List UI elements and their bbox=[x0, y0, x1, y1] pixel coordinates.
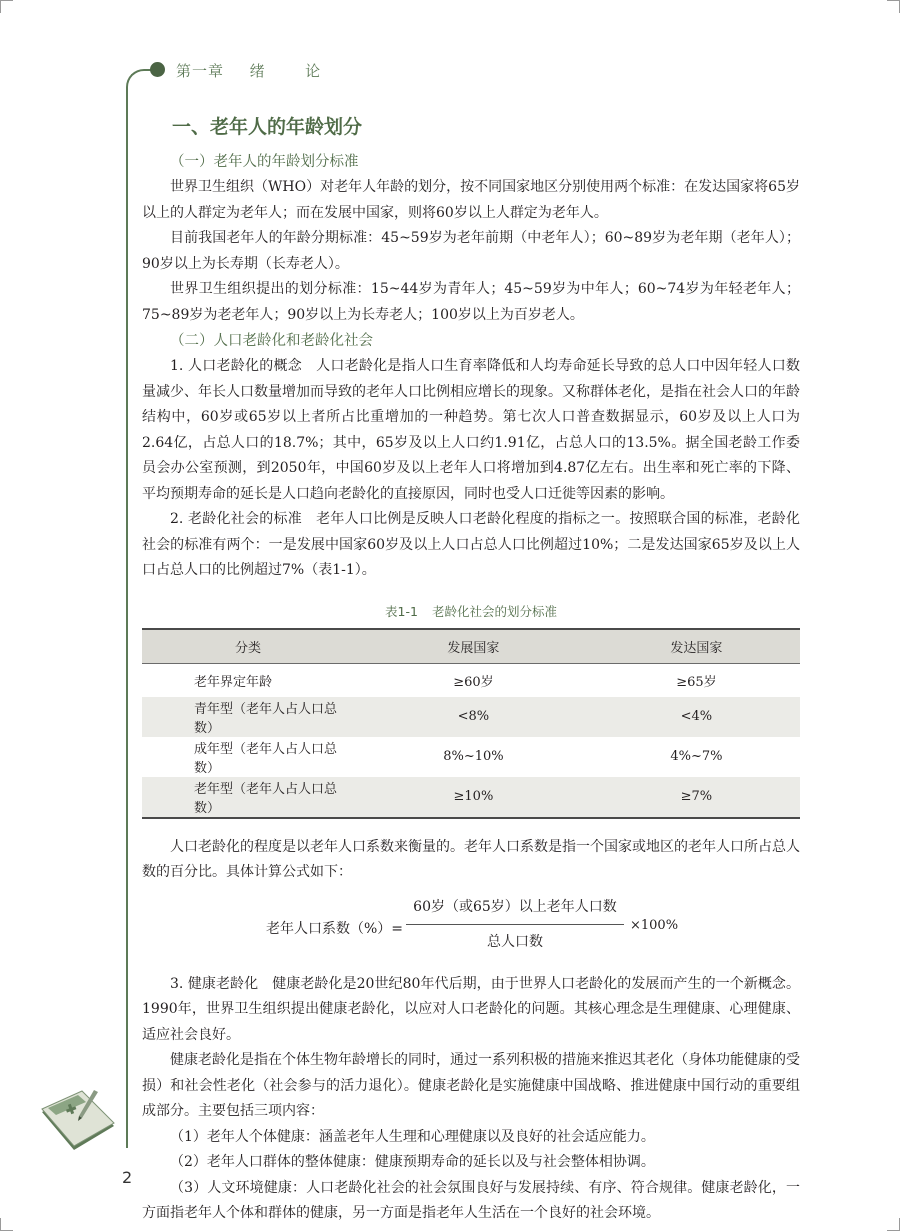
table-caption-number: 表1-1 bbox=[385, 603, 418, 619]
paragraph: 世界卫生组织（WHO）对老年人年龄的划分，按不同国家地区分别使用两个标准：在发达国家将65岁以上的人群定为老年人；而在发展中国家，则将60岁以上人群定为老年人。 bbox=[142, 179, 800, 221]
subsection-title-1: （一）老年人的年龄划分标准 bbox=[170, 154, 359, 170]
table-cell: ≥60岁 bbox=[453, 674, 494, 690]
paragraph: 世界卫生组织提出的划分标准：15~44岁为青年人；45~59岁为中年人；60~74岁为年轻老年人；75~89岁为老老年人；90岁以上为长寿老人；100岁以上为百岁老人。 bbox=[142, 281, 800, 323]
table-cell: ≥10% bbox=[453, 789, 494, 804]
table-header-row bbox=[142, 629, 800, 664]
crop-mark-top-left bbox=[0, 0, 13, 13]
table-cell: 8%~10% bbox=[443, 749, 504, 764]
paragraph: 健康老龄化是指在个体生物年龄增长的同时，通过一系列积极的措施来推迟其老化（身体功能健康的受损）和社会性老化（社会参与的活力退化）。健康老龄化是实施健康中国战略、推进健康中国行动的重要组成部分。主要包括三项内容： bbox=[142, 1052, 800, 1119]
table-cell: 老年界定年龄 bbox=[194, 674, 273, 690]
table-caption-title: 老龄化社会的划分标准 bbox=[431, 603, 557, 619]
column-header: 发达国家 bbox=[670, 640, 723, 656]
aging-coefficient-formula bbox=[142, 896, 800, 964]
table-row bbox=[142, 697, 800, 737]
crop-mark-top-right bbox=[887, 0, 900, 13]
subsection-title-2: （二）人口老龄化和老龄化社会 bbox=[170, 333, 373, 349]
chapter-label: 第一章 bbox=[176, 62, 225, 80]
column-header: 分类 bbox=[234, 640, 261, 656]
page-body bbox=[142, 112, 800, 1227]
table-cell: 4%~7% bbox=[670, 749, 723, 764]
formula-lhs: 老年人口系数（%）= bbox=[266, 920, 404, 937]
fraction-bar bbox=[406, 924, 624, 925]
table-cell: <8% bbox=[457, 709, 490, 724]
list-item: （2）老年人口群体的整体健康：健康预期寿命的延长以及与社会整体相协调。 bbox=[170, 1154, 655, 1170]
chapter-title-part1: 绪 bbox=[249, 62, 266, 80]
chapter-title-part2: 论 bbox=[305, 62, 322, 80]
table-cell: 成年型（老年人占人口总数） bbox=[194, 741, 338, 776]
table-row bbox=[142, 737, 800, 777]
aging-society-table bbox=[142, 628, 800, 819]
formula-numerator: 60岁（或65岁）以上老年人口数 bbox=[413, 898, 617, 915]
column-header: 发展国家 bbox=[447, 640, 500, 656]
table-row bbox=[142, 663, 800, 697]
paragraph: 1. 人口老龄化的概念 人口老龄化是指人口生育率降低和人均寿命延长导致的总人口中因年轻人口数量减少、年长人口数量增加而导致的老年人口比例相应增长的现象。又称群体老化，是指在社会人口的年龄结构中，60岁或65岁以上者所占比重增加的一种趋势。第七次人口普查数据显示，60岁及以上人口为2.64亿，占总人口的18.7%；其中，65岁及以上人口约1.91亿，占总人口的13.5%。据全国老龄工作委员会办公室预测，到2050年，中国60岁及以上老年人口将增加到4.87亿左右。出生率和死亡率的下降、平均预期寿命的延长是人口趋向老龄化的直接原因，同时也受人口迁徙等因素的影响。 bbox=[142, 358, 800, 502]
chapter-dot-icon bbox=[150, 62, 165, 77]
paragraph: 目前我国老年人的年龄分期标准：45~59岁为老年前期（中老年人）；60~89岁为老年期（老年人）；90岁以上为长寿期（长寿老人）。 bbox=[142, 230, 800, 272]
table-cell: ≥65岁 bbox=[676, 674, 717, 690]
list-item: （3）人文环境健康：人口老龄化社会的社会氛围良好与发展持续、有序、符合规律。健康老龄化，一方面指老年人个体和群体的健康，另一方面是指老年人生活在一个良好的社会环境。 bbox=[142, 1179, 800, 1221]
formula-denominator: 总人口数 bbox=[487, 933, 543, 950]
table-cell: 青年型（老年人占人口总数） bbox=[194, 701, 338, 736]
running-header bbox=[176, 60, 321, 81]
formula-fraction bbox=[406, 896, 624, 953]
section-title: 一、老年人的年龄划分 bbox=[172, 116, 363, 138]
table-row bbox=[142, 777, 800, 818]
table-caption bbox=[142, 602, 800, 620]
page-number: 2 bbox=[122, 1168, 133, 1187]
paragraph: 2. 老龄化社会的标准 老年人口比例是反映人口老龄化程度的指标之一。按照联合国的标准，老龄化社会的标准有两个：一是发展中国家60岁及以上人口占总人口比例超过10%；二是发达国家65岁及以上人口占总人口的比例超过7%（表1-1）。 bbox=[142, 511, 800, 578]
paragraph: 3. 健康老龄化 健康老龄化是20世纪80年代后期，由于世界人口老龄化的发展而产生的一个新概念。1990年，世界卫生组织提出健康老龄化，以应对人口老龄化的问题。其核心理念是生理健康、心理健康、适应社会良好。 bbox=[142, 975, 800, 1043]
clipboard-pencil-icon bbox=[38, 1088, 118, 1158]
list-item: （1）老年人个体健康：涵盖老年人生理和心理健康以及良好的社会适应能力。 bbox=[170, 1128, 655, 1145]
table-cell: 老年型（老年人占人口总数） bbox=[194, 781, 338, 816]
crop-mark-bottom-left bbox=[0, 1218, 13, 1231]
table-cell: ≥7% bbox=[680, 789, 713, 804]
crop-mark-bottom-right bbox=[887, 1218, 900, 1231]
formula-multiplier: ×100% bbox=[630, 917, 679, 933]
table-cell: <4% bbox=[680, 709, 713, 724]
paragraph: 人口老龄化的程度是以老年人口系数来衡量的。老年人口系数是指一个国家或地区的老年人口所占总人数的百分比。具体计算公式如下： bbox=[142, 838, 800, 880]
